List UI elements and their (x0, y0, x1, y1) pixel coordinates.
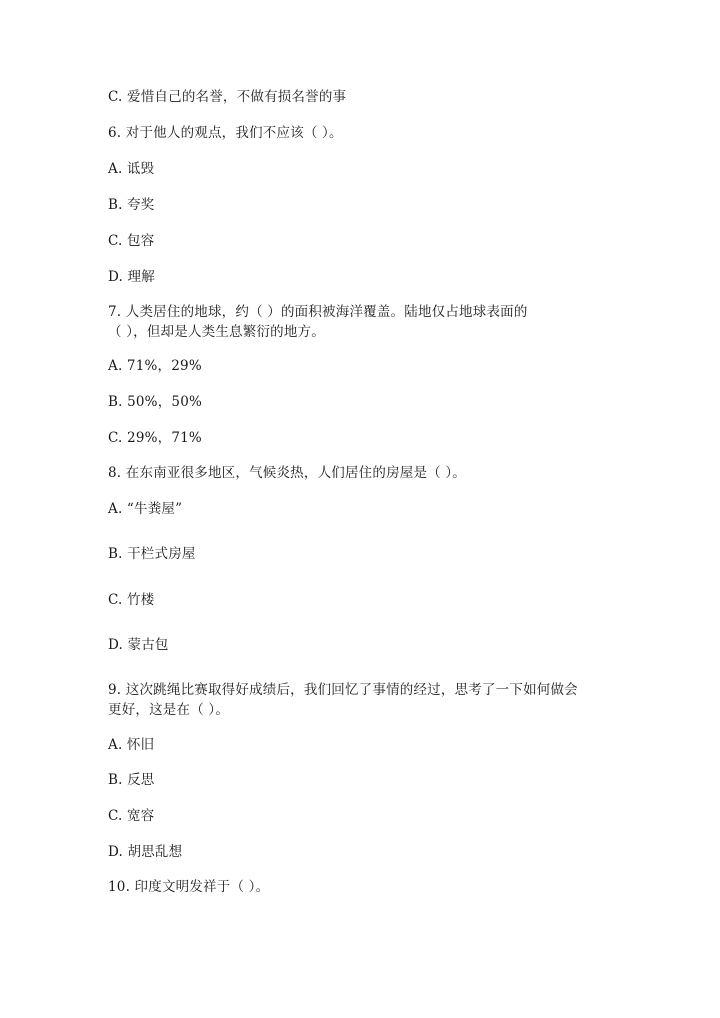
question-line: 10. 印度文明发祥于（ ）。 (108, 879, 270, 895)
option-line: C. 29%，71% (108, 430, 202, 446)
option-line: A. 诋毁 (108, 161, 155, 177)
option-line: B. 反思 (108, 772, 155, 788)
question-line: 7. 人类居住的地球，约（ ）的面积被海洋覆盖。陆地仅占地球表面的 (108, 304, 528, 320)
option-line: A. “牛粪屋” (108, 501, 183, 517)
question-line: 8. 在东南亚很多地区，气候炎热，人们居住的房屋是（ ）。 (108, 465, 467, 481)
option-line: A. 怀旧 (108, 737, 155, 753)
option-line: D. 蒙古包 (108, 637, 169, 653)
option-line: B. 50%，50% (108, 394, 203, 410)
question-line: 9. 这次跳绳比赛取得好成绩后，我们回忆了事情的经过，思考了一下如何做会 (108, 682, 578, 698)
option-line: D. 胡思乱想 (108, 844, 183, 860)
option-line: D. 理解 (108, 269, 155, 285)
option-line: B. 干栏式房屋 (108, 546, 196, 562)
option-line: B. 夸奖 (108, 197, 155, 213)
question-line: 6. 对于他人的观点，我们不应该（ ）。 (108, 125, 343, 141)
option-line: C. 竹楼 (108, 592, 155, 608)
option-line: C. 宽容 (108, 808, 155, 824)
option-line: C. 爱惜自己的名誉，不做有损名誉的事 (108, 89, 347, 105)
option-line: A. 71%，29% (108, 358, 202, 374)
question-line: （ ），但却是人类生息繁衍的地方。 (108, 324, 325, 340)
question-line: 更好，这是在（ ）。 (108, 702, 230, 718)
option-line: C. 包容 (108, 233, 155, 249)
